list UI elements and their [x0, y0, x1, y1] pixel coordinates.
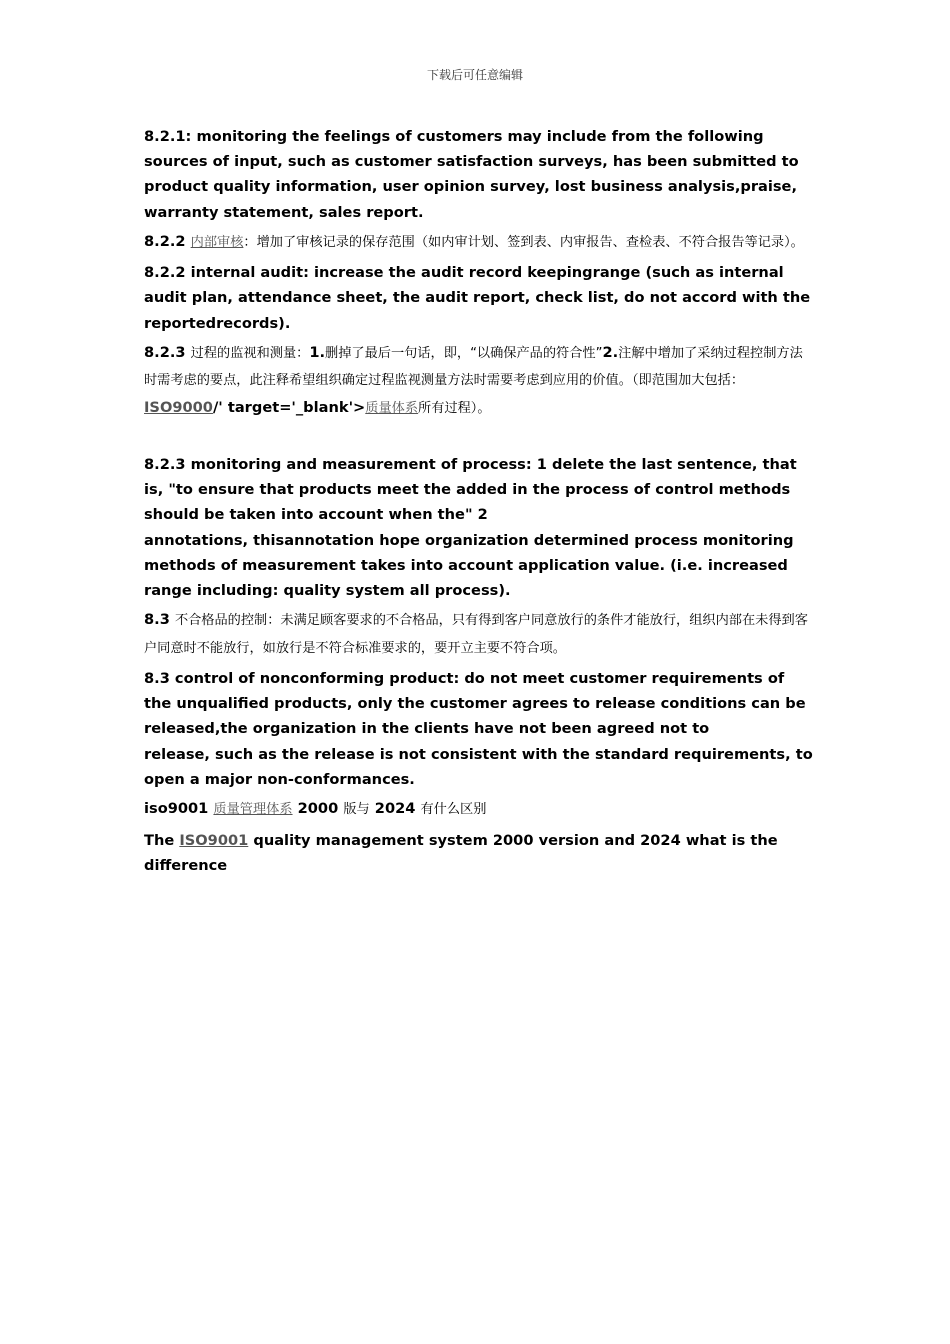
stray-markup-text: /' target='_blank'> [212, 398, 366, 416]
list-number: 2. [602, 343, 619, 361]
heading-text: 有什么区别 [420, 802, 487, 818]
heading-text: quality management system 2000 version and 2024 what is the difference [144, 831, 778, 874]
blank-line [144, 426, 814, 452]
paragraph-text: ：增加了审核记录的保存范围（如内审计划、签到表、内审报告、查检表、不符合报告等记录）。 [243, 234, 804, 250]
heading-text: 2024 [369, 800, 421, 818]
qms-link[interactable]: 质量管理体系 [213, 802, 293, 818]
heading-text: 版与 [343, 802, 370, 818]
paragraph-text: 注解中增加了采纳过程控制方法时需考虑的要点，此注释希望组织确定过程监视测量方法时需要考虑到应用的价值。（即范围加大包括： [144, 345, 803, 389]
heading-text: 2000 [292, 800, 344, 818]
paragraph-text: 所有过程）。 [418, 400, 491, 416]
paragraph-8-2-1-en: 8.2.1: monitoring the feelings of customers may include from the following sources of input, such as customer satisfaction surveys, has been submitted to product quality information, user opinion survey, lost business analysis,praise, warranty statement, sales report. [144, 128, 799, 221]
paragraph-8-3-en [144, 666, 814, 792]
paragraph-text: 不合格品的控制：未满足顾客要求的不合格品，只有得到客户同意放行的条件才能放行，组织内部在未得到客户同意时不能放行，如放行是不符合标准要求的，要开立主要不符合项。 [144, 613, 808, 656]
quality-system-link[interactable]: 质量体系 [365, 400, 419, 416]
heading-iso9001-difference-en [144, 828, 814, 878]
section-number: 8.2.3 [144, 343, 191, 361]
paragraph-text: 8.3 control of nonconforming product: do not meet customer requirements of the unqualified products, only the customer agrees to release conditions can be released,the organization in the clients have not been agreed not to [144, 670, 806, 738]
paragraph-text: release, such as the release is not consistent with the standard requirements, to open a major non-conformances. [144, 745, 813, 788]
paragraph-8-2-2-cn [144, 229, 814, 256]
iso9001-link[interactable]: ISO9001 [179, 831, 249, 849]
paragraph-text: annotations, thisannotation hope organization determined process monitoring methods of measurement takes into account application value. (i.e. increased range including: quality system all process). [144, 531, 794, 600]
paragraph-8-2-3-en [144, 452, 814, 603]
list-number: 1. [309, 343, 326, 361]
paragraph-text: 过程的监视和测量： [190, 345, 310, 361]
paragraph-8-2-2-en: 8.2.2 internal audit: increase the audit record keepingrange (such as internal audit plan, attendance sheet, the audit report, check list, do not accord with the reportedrecords). [144, 264, 811, 332]
heading-text: iso9001 [144, 800, 214, 818]
iso9000-link[interactable]: ISO9000 [144, 398, 213, 416]
heading-iso9001-difference-cn [144, 796, 814, 823]
section-number: 8.2.2 [144, 232, 191, 250]
document-body [144, 124, 814, 882]
section-number: 8.3 [144, 611, 175, 629]
paragraph-text: 8.2.3 monitoring and measurement of process: 1 delete the last sentence, that is, "to ensure that products meet the added in the process of control methods should be taken into account when the" 2 [144, 456, 797, 524]
heading-text: The [144, 831, 180, 849]
paragraph-8-3-cn [144, 607, 814, 662]
paragraph-8-2-3-cn [144, 340, 814, 422]
paragraph-text: 删掉了最后一句话，即，“以确保产品的符合性” [325, 345, 603, 361]
page-header: 下载后可任意编辑 [426, 68, 523, 82]
internal-audit-link[interactable]: 内部审核 [190, 234, 244, 250]
